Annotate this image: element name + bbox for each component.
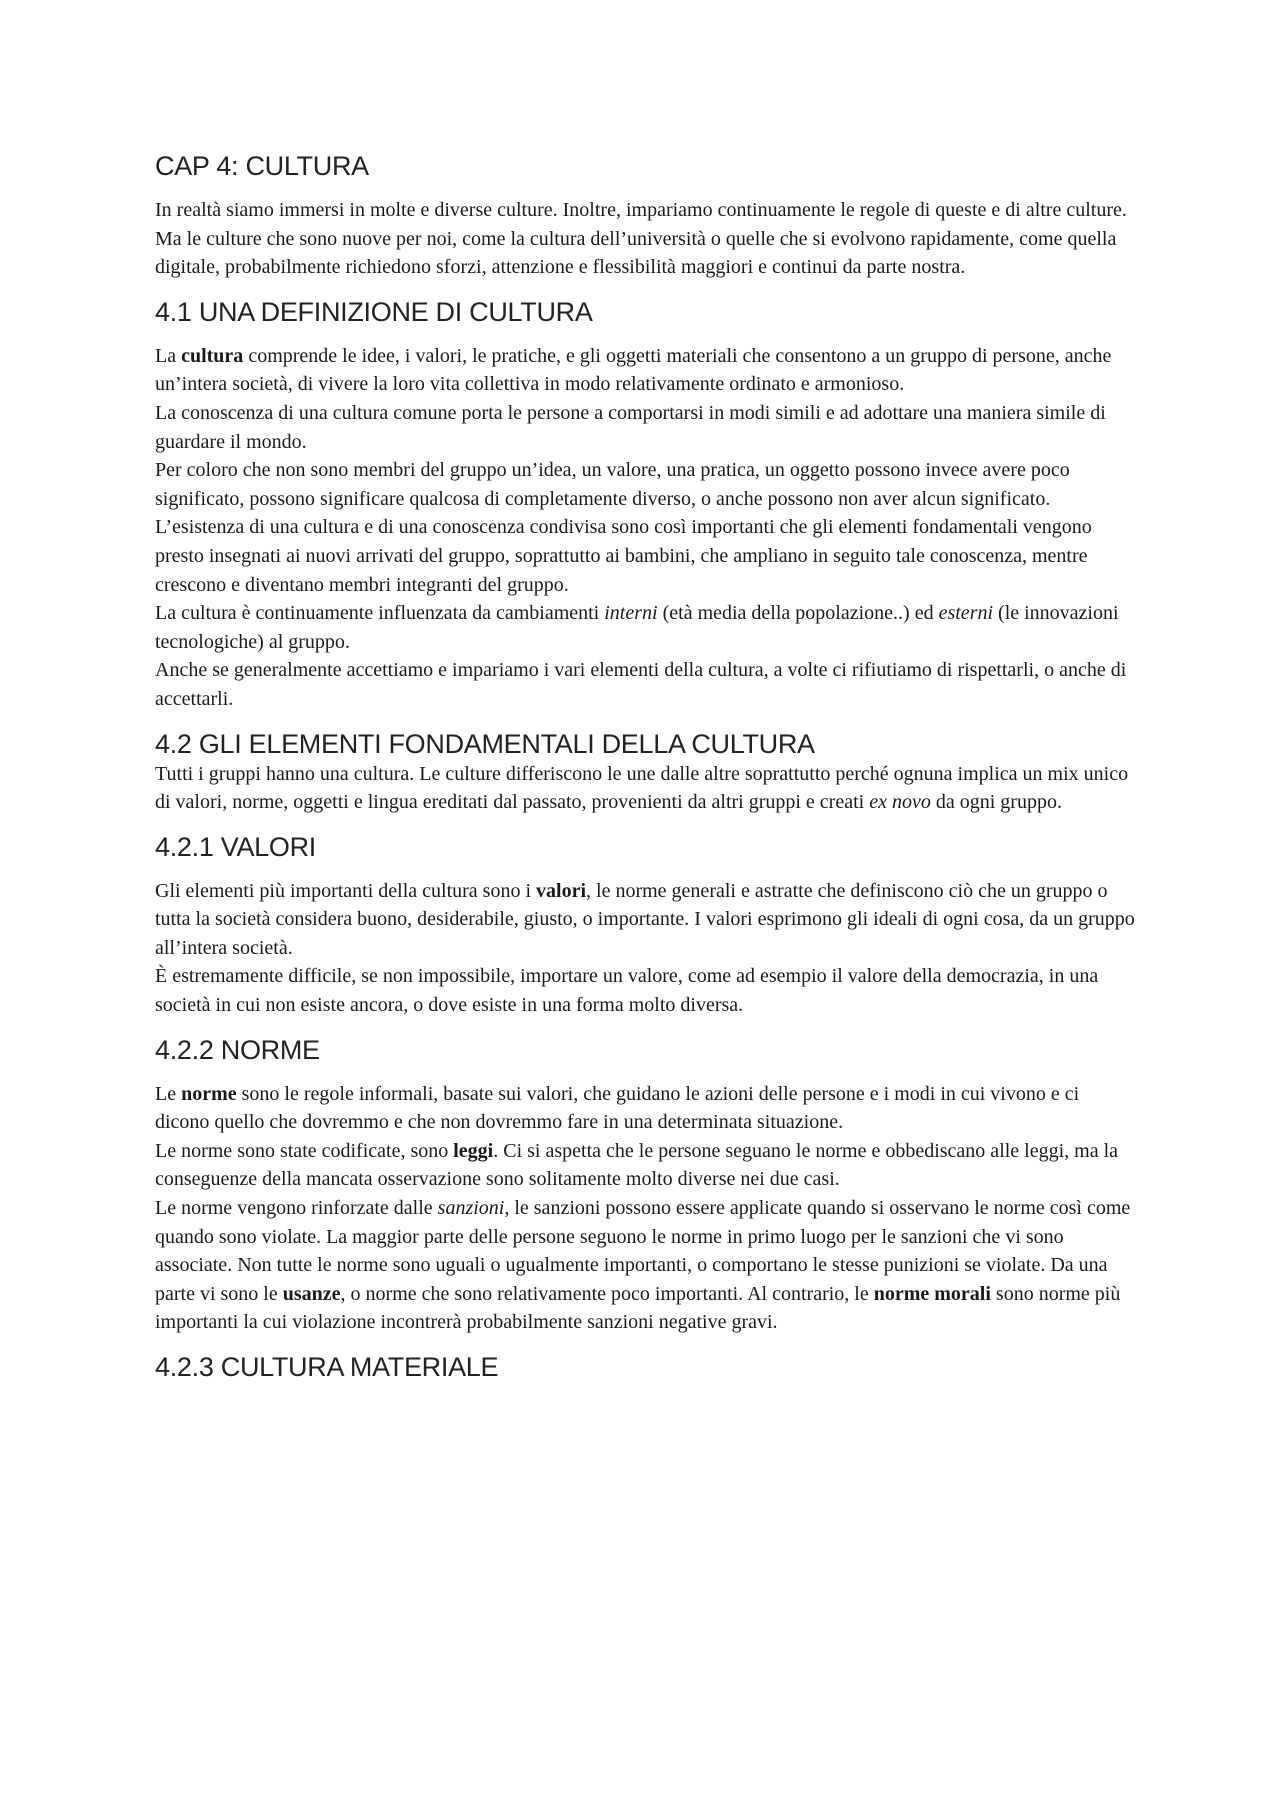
section-4-1: [155, 296, 1135, 714]
section-heading-4-1: 4.1 UNA DEFINIZIONE DI CULTURA: [155, 296, 593, 327]
term-leggi: leggi: [453, 1139, 494, 1162]
section-heading-4-2-3: 4.2.3 CULTURA MATERIALE: [155, 1352, 499, 1382]
section-4-2-1: [155, 831, 1135, 1020]
section-4-2: [155, 728, 1135, 817]
paragraph-esistenza: L’esistenza di una cultura e di una conoscenza condivisa sono così importanti che gli elementi fondamentali vengono presto insegnati ai nuovi arrivati del gruppo, soprattutto ai bambini, che ampliano in seguito tale conoscenza, mentre crescono e diventano membri integranti del gruppo.: [155, 516, 1092, 596]
paragraph-norme: Le norme sono le regole informali, basate sui valori, che guidano le azioni delle persone e i modi in cui vivono e ci dicono quello che dovremmo e che non dovremmo fare in una determinata situazione.: [155, 1082, 1080, 1134]
section-heading-4-2-1: 4.2.1 VALORI: [155, 831, 316, 862]
paragraph-conoscenza: La conoscenza di una cultura comune porta le persone a comportarsi in modi simili e ad adottare una maniera simile di guardare il mondo.: [155, 401, 1106, 453]
section-4-2-2: [155, 1034, 1135, 1337]
paragraph-importare-valore: È estremamente difficile, se non impossibile, importare un valore, come ad esempio il valore della democrazia, in una società in cui non esiste ancora, o dove esiste in una forma molto diversa.: [155, 965, 1099, 1017]
chapter-title: CAP 4: CULTURA: [155, 151, 369, 181]
paragraph-sanzioni: Le norme vengono rinforzate dalle sanzioni, le sanzioni possono essere applicate quando si osservano le norme così come quando sono violate. La maggior parte delle persone seguono le norme in primo luogo per le sanzioni che vi sono associate. Non tutte le norme sono uguali o ugualmente importanti, o comportano le stesse punizioni se violate. Da una parte vi sono le usanze, o norme che sono relativamente poco importanti. Al contrario, le norme morali sono norme più importanti la cui violazione incontrerà probabilmente sanzioni negative gravi.: [155, 1197, 1131, 1334]
paragraph-leggi: Le norme sono state codificate, sono leggi. Ci si aspetta che le persone seguano le norme e obbediscano alle leggi, ma la conseguenze della mancata osservazione sono solitamente molto diverse nei due casi.: [155, 1139, 1119, 1191]
term-ex-novo: ex novo: [869, 791, 931, 814]
section-heading-4-2: 4.2 GLI ELEMENTI FONDAMENTALI DELLA CULTURA: [155, 728, 815, 759]
paragraph-valori: Gli elementi più importanti della cultura sono i valori, le norme generali e astratte che definiscono ciò che un gruppo o tutta la società considera buono, desiderabile, giusto, o importante. I valori esprimono gli ideali di ogni cosa, da un gruppo all’intera società.: [155, 879, 1135, 959]
section-heading-4-2-2: 4.2.2 NORME: [155, 1034, 320, 1065]
term-esterni: esterni: [938, 602, 994, 625]
term-norme: norme: [181, 1082, 237, 1105]
term-sanzioni: sanzioni: [437, 1197, 505, 1220]
paragraph-cambiamenti: La cultura è continuamente influenzata da cambiamenti interni (età media della popolazione..) ed esterni (le innovazioni tecnologiche) al gruppo.: [155, 602, 1119, 653]
term-cultura: cultura: [181, 344, 244, 367]
paragraph-definition: La cultura comprende le idee, i valori, le pratiche, e gli oggetti materiali che consentono a un gruppo di persone, anche un’intera società, di vivere la loro vita collettiva in modo relativamente ordinato e armonioso.: [155, 344, 1112, 396]
section-4-2-3: [155, 1351, 1135, 1383]
document-page: [155, 150, 1135, 1383]
term-norme-morali: norme morali: [873, 1282, 991, 1305]
paragraph-rifiuto: Anche se generalmente accettiamo e impariamo i vari elementi della cultura, a volte ci rifiutiamo di rispettarli, o anche di accettarli.: [155, 659, 1127, 710]
term-valori: valori: [536, 879, 587, 902]
term-usanze: usanze: [282, 1282, 341, 1305]
paragraph-elementi: Tutti i gruppi hanno una cultura. Le culture differiscono le une dalle altre soprattutto perché ognuna implica un mix unico di valori, norme, oggetti e lingua ereditati dal passato, provenienti da altri gruppi e creati ex novo da ogni gruppo.: [155, 762, 1129, 814]
term-interni: interni: [604, 602, 658, 625]
intro-paragraph: In realtà siamo immersi in molte e diverse culture. Inoltre, impariamo continuamente le regole di queste e di altre culture. Ma le culture che sono nuove per noi, come la cultura dell’università o quelle che si evolvono rapidamente, come quella digitale, probabilmente richiedono sforzi, attenzione e flessibilità maggiori e continui da parte nostra.: [155, 199, 1127, 279]
paragraph-non-membri: Per coloro che non sono membri del gruppo un’idea, un valore, una pratica, un oggetto possono invece avere poco significato, possono significare qualcosa di completamente diverso, o anche possono non aver alcun significato.: [155, 459, 1070, 510]
